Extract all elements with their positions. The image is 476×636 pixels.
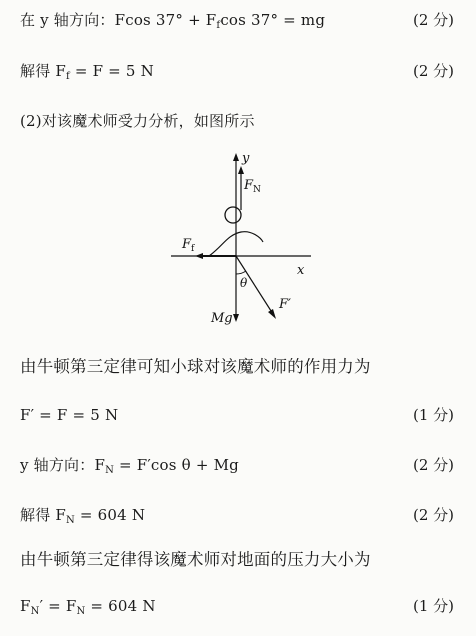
line-text: 解得 F [20, 62, 66, 80]
third-law-statement-1 [20, 356, 454, 378]
subscript: f [65, 71, 70, 82]
gravity-arrow [233, 314, 239, 322]
line-text: 由牛顿第三定律得该魔术师对地面的压力大小为 [20, 550, 371, 569]
line-text-after: = 604 N [74, 506, 146, 524]
score-label: (2 分) [412, 11, 454, 29]
line-text-after: cos 37° = mg [220, 11, 326, 29]
subscript: N [65, 515, 75, 526]
line-text-after: = F = 5 N [69, 62, 154, 80]
force-diagram [165, 150, 315, 328]
line-text: y 轴方向：F [20, 456, 106, 474]
equation-solve-ff [20, 60, 454, 88]
score-label: (2 分) [412, 62, 454, 80]
line-text: 在 y 轴方向：Fcos 37° + F [20, 11, 217, 29]
x-axis-label: x [297, 263, 305, 278]
theta-label: θ [240, 276, 248, 290]
friction-force-arrow [195, 253, 236, 259]
section-heading [20, 110, 454, 132]
theta-arc [236, 271, 246, 274]
y-axis [233, 153, 239, 320]
fprime-label: F′ [279, 297, 291, 312]
equation-y-axis-fn [20, 454, 454, 482]
equation-solve-fn [20, 504, 454, 532]
y-axis-label: y [242, 151, 250, 166]
line-text: 解得 F [20, 506, 66, 524]
line-text-after-2: = 604 N [85, 597, 156, 615]
line-text: F′ = F = 5 N [20, 406, 119, 424]
score-label: (2 分) [412, 506, 454, 524]
fn-label: $F_N$ [244, 178, 261, 195]
equation-pressure [20, 595, 454, 623]
equation-y-axis-balance [20, 9, 454, 37]
score-label: (1 分) [412, 406, 454, 424]
line-text-after: = F′cos θ + Mg [114, 456, 239, 474]
subscript: N [30, 606, 40, 617]
subscript: f [216, 20, 221, 31]
score-label: (1 分) [412, 597, 454, 615]
ball [225, 207, 241, 223]
subscript: N [105, 465, 115, 476]
line-text: (2)对该魔术师受力分析，如图所示 [20, 112, 255, 130]
third-law-statement-2 [20, 549, 454, 571]
line-text: 由牛顿第三定律可知小球对该魔术师的作用力为 [20, 357, 371, 376]
line-text-after: ′ = F [39, 597, 77, 615]
subscript-2: N [76, 606, 86, 617]
score-label: (2 分) [412, 456, 454, 474]
line-text: F [20, 597, 31, 615]
mg-label: Mg [211, 311, 233, 326]
ff-label: $F_f$ [182, 237, 195, 254]
equation-fprime [20, 404, 454, 426]
